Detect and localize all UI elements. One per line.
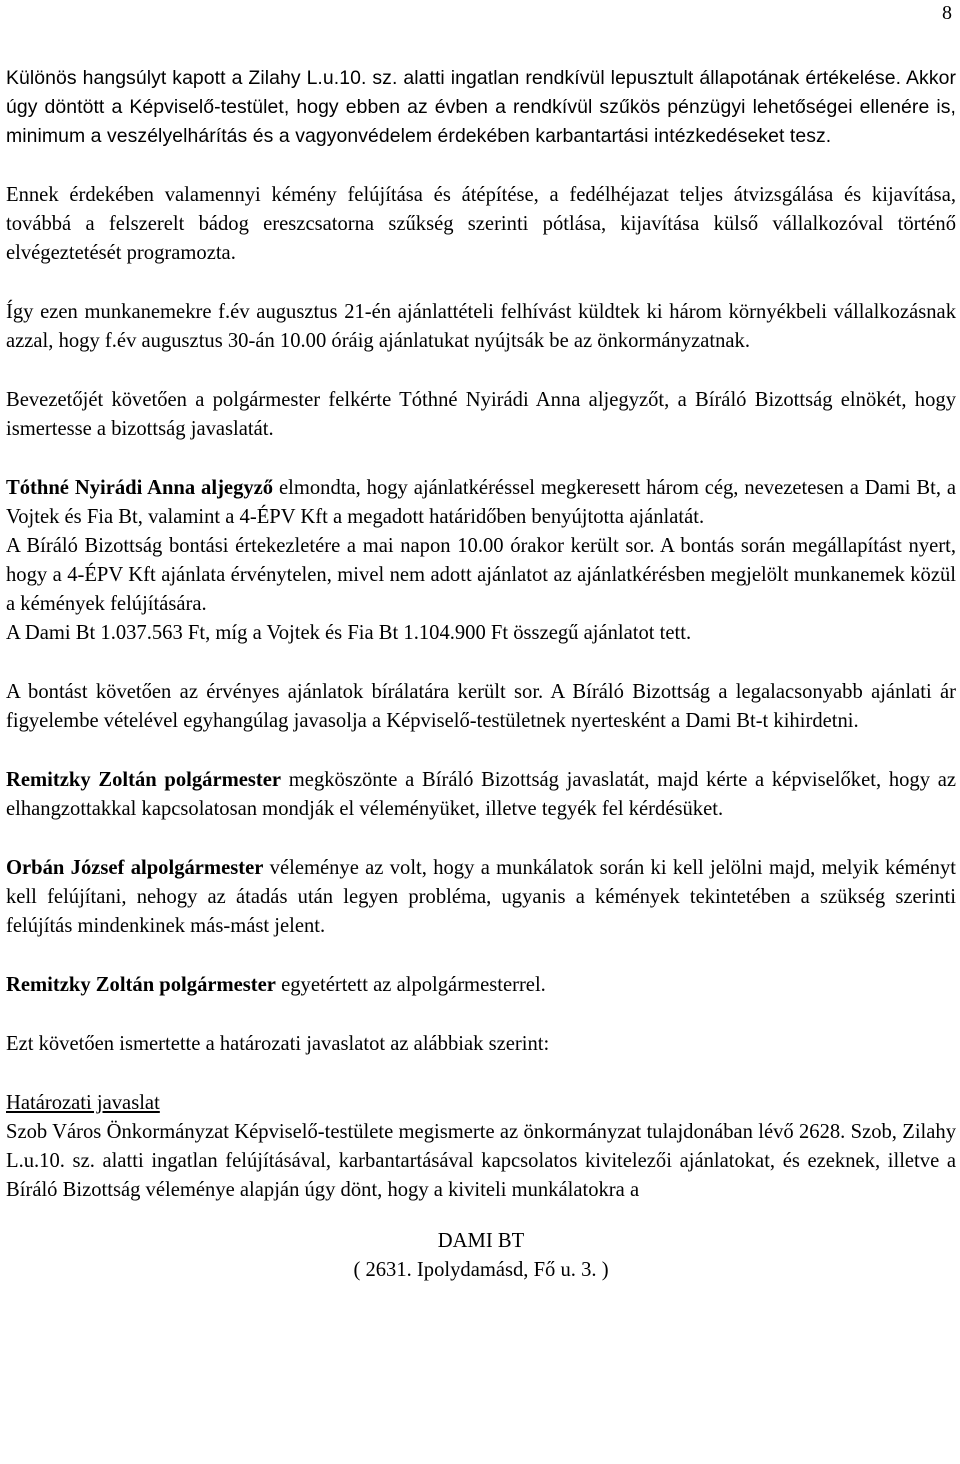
paragraph-tender-invitation: Így ezen munkanemekre f.év augusztus 21-én ajánlattételi felhívást küldtek ki három környékbeli vállalkozásnak azzal, hogy f.év augusztus 30-án 10.00 óráig ajánlatukat nyújtsák be az önkormányzatnak. — [6, 301, 956, 352]
resolution-text: Szob Város Önkormányzat Képviselő-testülete megismerte az önkormányzat tulajdonában lévő 2628. Szob, Zilahy L.u.10. sz. alatti ingatlan felújításával, karbantartásával kapcsolatos kivitelezői ajánlatokat, és ezeknek, illetve a Bíráló Bizottság véleménye alapján úgy dönt, hogy a kiviteli munkálatokra a — [6, 1121, 956, 1201]
speaker-name: Remitzky Zoltán polgármester — [6, 769, 282, 791]
document-body — [6, 64, 956, 1285]
speaker-text: egyetértett az alpolgármesterrel. — [275, 974, 546, 996]
resolution-heading-text: Határozati javaslat — [6, 1092, 160, 1114]
paragraph-introduction: Bevezetőjét követően a polgármester felkérte Tóthné Nyirádi Anna aljegyzőt, a Bíráló Bizottság elnökét, hogy ismertesse a bizottság javaslatát. — [6, 389, 956, 440]
paragraph-mayor-thanks — [6, 766, 956, 824]
paragraph-aljegyzo-report — [6, 474, 956, 532]
winner-block — [6, 1227, 956, 1285]
winner-address: ( 2631. Ipolydamásd, Fő u. 3. ) — [353, 1259, 609, 1281]
paragraph-opening-session: A Bíráló Bizottság bontási értekezletére a mai napon 10.00 órakor került sor. A bontás során megállapítást nyert, hogy a 4-ÉPV Kft ajánlata érvénytelen, mivel nem adott ajánlatot az ajánlatkérésben megjelölt munkanemek közül a kémények felújítására. — [6, 535, 956, 615]
paragraph-offer-amounts: A Dami Bt 1.037.563 Ft, míg a Vojtek és Fia Bt 1.104.900 Ft összegű ajánlatot tett. — [6, 622, 692, 644]
paragraph-proposal-intro: Ezt követően ismertette a határozati javaslatot az alábbiak szerint: — [6, 1033, 550, 1055]
paragraph-mayor-agrees — [6, 971, 956, 1000]
paragraph-deputy-mayor-opinion — [6, 854, 956, 941]
speaker-name: Tóthné Nyirádi Anna aljegyző — [6, 477, 274, 499]
speaker-text: megköszönte a Bíráló Bizottság javaslatát, majd kérte a képviselőket, hogy az elhangzottakkal kapcsolatosan mondják el véleményüket, illetve tegyék fel kérdésüket. — [6, 769, 956, 820]
paragraph-evaluation: A bontást követően az érvényes ajánlatok bírálatára került sor. A Bíráló Bizottság a legalacsonyabb ajánlati ár figyelembe vételével egyhangúlag javasolja a Képviselő-testületnek nyertesként a Dami Bt-t kihirdetni. — [6, 681, 956, 732]
speaker-name: Remitzky Zoltán polgármester — [6, 974, 276, 996]
paragraph-zilahy-intro: Különös hangsúlyt kapott a Zilahy L.u.10. sz. alatti ingatlan rendkívül lepusztult állapotának értékelése. Akkor úgy döntött a Képviselő-testület, hogy ebben az évben a rendkívül szűkös pénzügyi lehetőségei ellenére is, minimum a veszélyelhárítás és a vagyonvédelem érdekében karbantartási intézkedéseket tesz. — [6, 67, 956, 147]
page-number: 8 — [942, 2, 952, 24]
speaker-name: Orbán József alpolgármester — [6, 857, 264, 879]
winner-name: DAMI BT — [437, 1230, 525, 1252]
speaker-text: elmondta, hogy ajánlatkéréssel megkeresett három cég, nevezetesen a Dami Bt, a Vojtek és Fia Bt, valamint a 4-ÉPV Kft a megadott határidőben benyújtotta ajánlatát. — [6, 477, 957, 528]
resolution-heading — [6, 1089, 956, 1118]
paragraph-chimney-renovation: Ennek érdekében valamennyi kémény felújítása és átépítése, a fedélhéjazat teljes átvizsgálása és kijavítása, továbbá a felszerelt bádog ereszcsatorna szűkség szerinti pótlása, kijavítása külső vállalkozóval történő elvégeztetését programozta. — [6, 184, 956, 264]
speaker-text: véleménye az volt, hogy a munkálatok során ki kell jelölni majd, melyik kéményt kell felújítani, nehogy az átadás után legyen probléma, ugyanis a kémények tekintetében a szükség szerinti felújítás mindenkinek más-mást jelent. — [6, 857, 956, 937]
